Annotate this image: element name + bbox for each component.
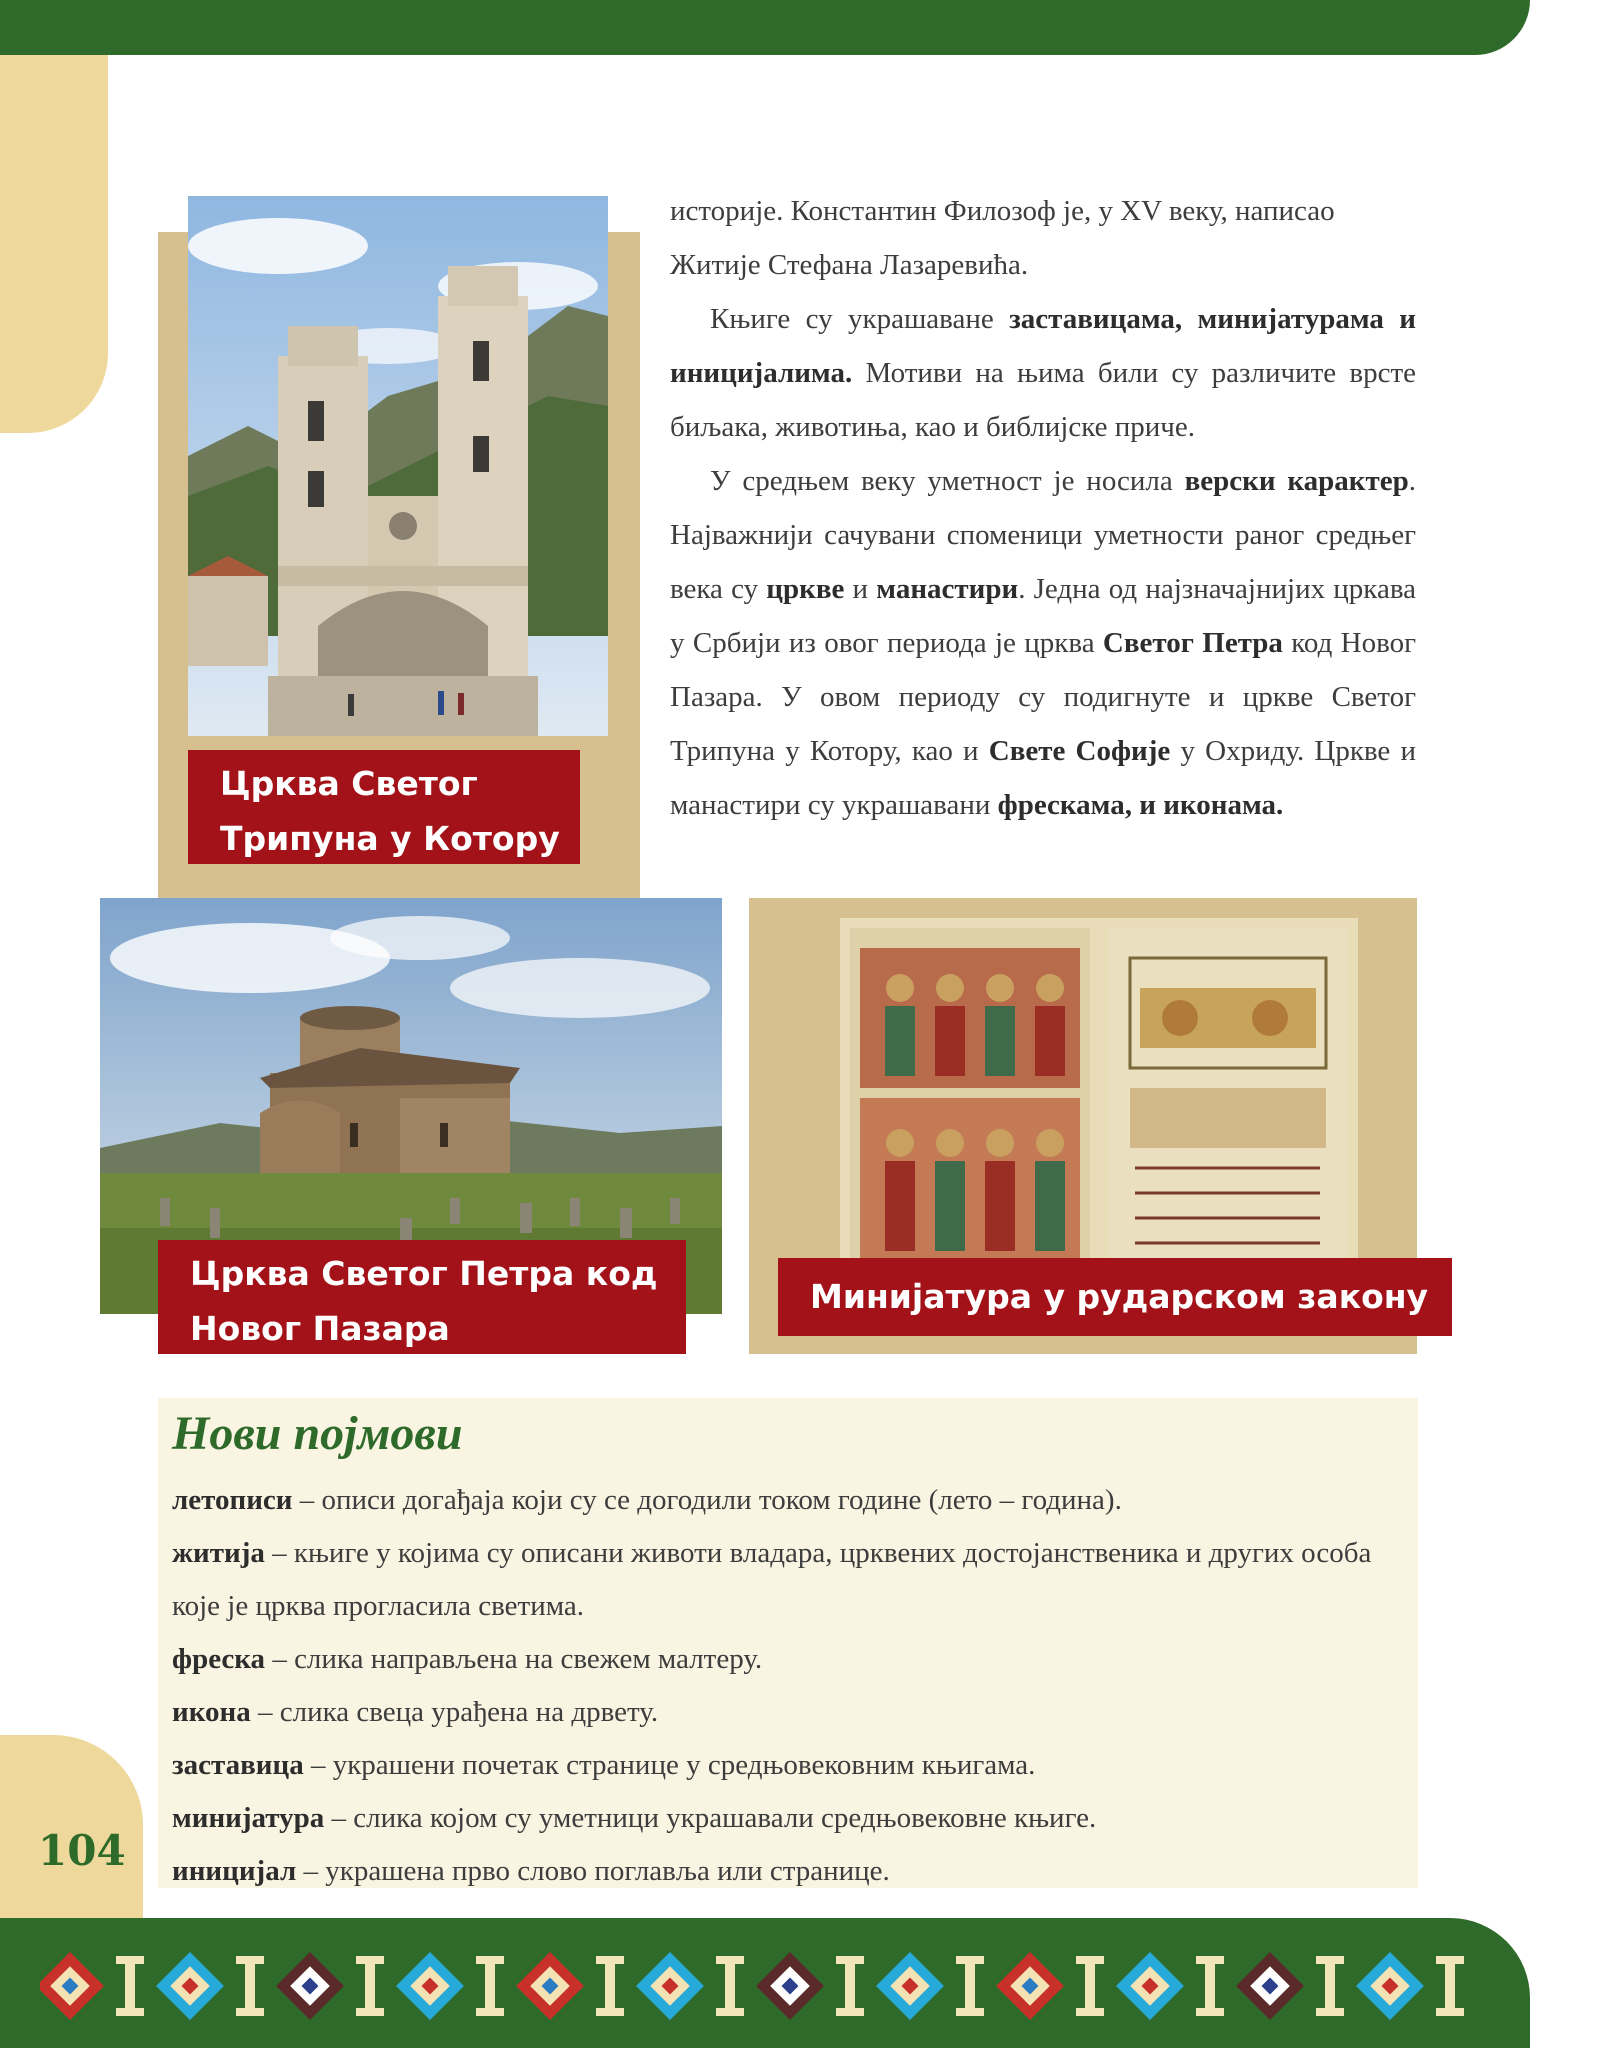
miniature-photo <box>840 918 1358 1298</box>
ornament-motifs <box>40 1952 1464 2020</box>
miniature-caption-text: Минијатура у рударском закону <box>810 1277 1429 1316</box>
intro-line-2: Житије Стефана Лазаревића. <box>670 249 1029 281</box>
glossary-item-inicijal: иницијал – украшена прво слово поглавља или странице. <box>172 1855 890 1887</box>
glossary-item-freska: фреска – слика направљена на свежем малтеру. <box>172 1643 763 1675</box>
left-tab-top <box>0 55 108 433</box>
main-text <box>670 184 1416 832</box>
paragraph-art: У средњем веку уметност је носила верски карактер. Најважнији сачувани споменици уметности раног средњег века су цркве и манастири. Једна од најзначајнијих цркава у Србији из овог периода је црква Светог Петра код Новог Пазара. У овом периоду су подигнуте и цркве Светог Трипуна у Котору, као и Свете Софије у Охриду. Цркве и манастири су украшавани фрескама, и иконама. <box>670 465 1417 821</box>
glossary-item-zastavica: заставица – украшени почетак странице у средњовековним књигама. <box>172 1749 1036 1781</box>
folk-ornament-row <box>40 1948 1500 2024</box>
glossary-title: Нови појмови <box>172 1407 463 1460</box>
glossary-box <box>158 1398 1418 1888</box>
glossary-item-zitija: житија – књиге у којима су описани животи владара, црквених достојанственика и других особа које је црква прогласила светима. <box>172 1537 1372 1622</box>
glossary-list <box>172 1474 1412 1898</box>
top-green-bar <box>0 0 1530 55</box>
tripun-caption-text: Црква Светог Трипуна у Котору <box>220 764 560 858</box>
glossary-item-ikona: икона – слика свеца урађена на дрвету. <box>172 1696 659 1728</box>
glossary-item-minijatura: минијатура – слика којом су уметници украшавали средњовековне књиге. <box>172 1802 1097 1834</box>
glossary-item-letopisi: летописи – описи догађаја који су се догодили током године (лето – година). <box>172 1484 1122 1516</box>
paragraph-books: Књиге су украшаване заставицама, минијатурама и иницијалима. Мотиви на њима били су различите врсте биљака, животиња, као и библијске приче. <box>670 303 1416 443</box>
petar-caption-text: Црква Светог Петра код Новог Пазара <box>190 1254 658 1348</box>
tripun-caption <box>188 750 580 864</box>
tripun-church-photo <box>188 196 608 736</box>
miniature-caption <box>778 1258 1452 1336</box>
page-number: 104 <box>38 1826 126 1875</box>
intro-line-1: историје. Константин Филозоф је, у XV веку, написао <box>670 195 1335 227</box>
petar-caption <box>158 1240 686 1354</box>
